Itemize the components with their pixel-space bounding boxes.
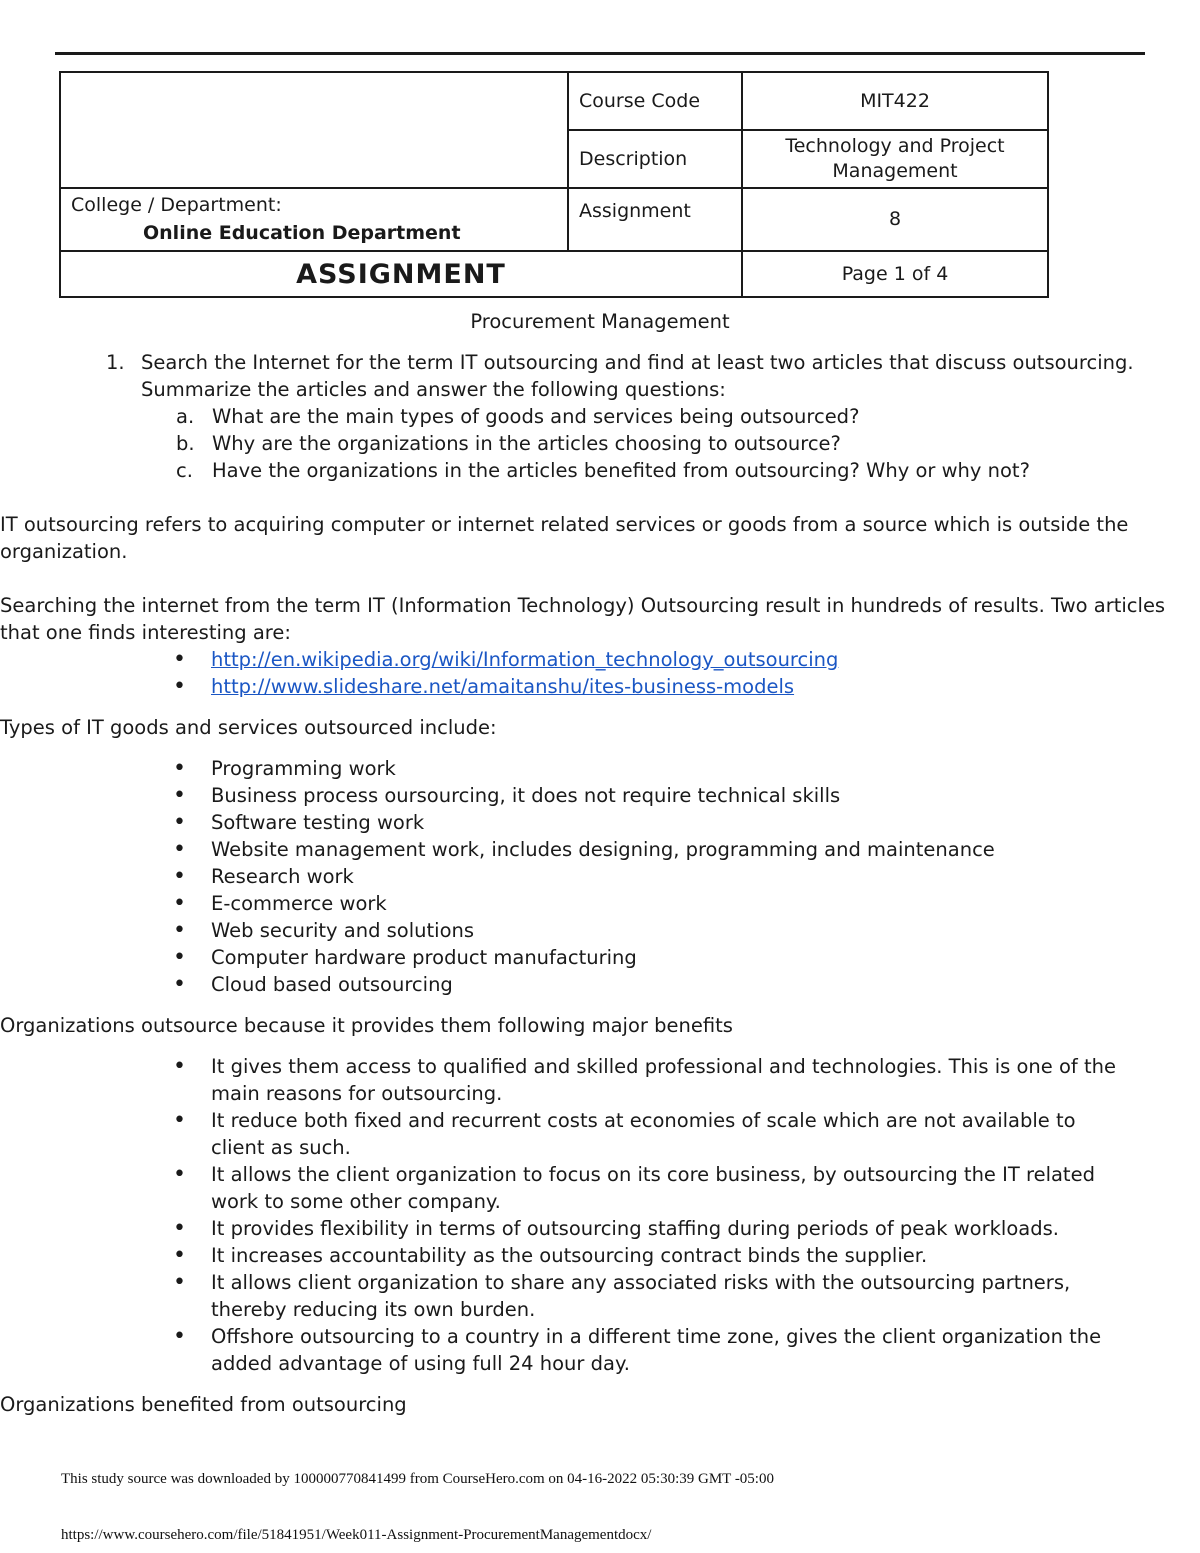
doc-title: Procurement Management: [470, 310, 730, 333]
list-item: • It allows client organization to share any associated risks with the outsourcing partners, thereby reducing its own burden.: [141, 1269, 1120, 1323]
document-body: [0, 308, 1200, 1418]
list-item: • It allows the client organization to focus on its core business, by outsourcing the IT related work to some other company.: [141, 1161, 1120, 1215]
college-cell: [60, 188, 568, 251]
assignment-value: 8: [742, 188, 1048, 251]
top-rule: [55, 52, 1145, 55]
source-note: This study source was downloaded by 100000770841499 from CourseHero.com on 04-16-2022 05:30:39 GMT -05:00: [61, 1471, 774, 1487]
paragraph-definition: IT outsourcing refers to acquiring computer or internet related services or goods from a source which is outside the organization.: [0, 513, 1129, 563]
page-info: Page 1 of 4: [742, 251, 1048, 297]
list-item: • It reduce both fixed and recurrent costs at economies of scale which are not available to client as such.: [141, 1107, 1120, 1161]
list-item: • It gives them access to qualified and skilled professional and technologies. This is one of the main reasons for outsourcing.: [141, 1053, 1120, 1107]
source-url[interactable]: https://www.coursehero.com/file/51841951/Week011-Assignment-ProcurementManagementdocx/: [61, 1527, 652, 1543]
benefits-heading: Organizations outsource because it provides them following major benefits: [0, 1014, 733, 1037]
question-sublist: [141, 403, 1200, 484]
article-link-slideshare[interactable]: http://www.slideshare.net/amaitanshu/ites-business-models: [211, 675, 795, 698]
benefited-heading: Organizations benefited from outsourcing: [0, 1393, 407, 1416]
logo-cell: [60, 72, 568, 188]
sub-question: c. Have the organizations in the articles benefited from outsourcing? Why or why not?: [176, 459, 1030, 482]
list-item: • Computer hardware product manufacturing: [141, 944, 1200, 971]
college-value: Online Education Department: [143, 222, 461, 244]
list-item: [141, 673, 1200, 700]
list-item: • Software testing work: [141, 809, 1200, 836]
question-number: 1.: [106, 351, 125, 374]
list-item: • Offshore outsourcing to a country in a different time zone, gives the client organization the added advantage of using full 24 hour day.: [141, 1323, 1120, 1377]
list-item: • E-commerce work: [141, 890, 1200, 917]
list-item: • Programming work: [141, 755, 1200, 782]
article-link-wikipedia[interactable]: http://en.wikipedia.org/wiki/Information_technology_outsourcing: [211, 648, 839, 671]
types-list: [141, 755, 1200, 998]
sub-question: b. Why are the organizations in the articles choosing to outsource?: [176, 432, 841, 455]
description-label: Description: [568, 130, 742, 188]
paragraph-search: Searching the internet from the term IT (Information Technology) Outsourcing result in hundreds of results. Two articles that one finds interesting are:: [0, 594, 1166, 644]
list-item: • It increases accountability as the outsourcing contract binds the supplier.: [141, 1242, 1120, 1269]
list-item: • Business process oursourcing, it does not require technical skills: [141, 782, 1200, 809]
benefits-list: [141, 1053, 1120, 1377]
article-links: [141, 646, 1200, 700]
list-item: [141, 646, 1200, 673]
question-1: [0, 349, 1200, 484]
description-value: Technology and Project Management: [742, 130, 1048, 188]
question-text: Search the Internet for the term IT outsourcing and find at least two articles that discuss outsourcing. Summarize the articles and answer the following questions:: [141, 351, 1134, 401]
college-label: College / Department:: [71, 194, 282, 216]
list-item: • Web security and solutions: [141, 917, 1200, 944]
list-item: • Website management work, includes designing, programming and maintenance: [141, 836, 1200, 863]
list-item: • Research work: [141, 863, 1200, 890]
course-code-value: MIT422: [742, 72, 1048, 130]
course-code-label: Course Code: [568, 72, 742, 130]
assignment-header-table: [59, 71, 1049, 298]
assignment-banner: ASSIGNMENT: [60, 251, 742, 297]
list-item: • Cloud based outsourcing: [141, 971, 1200, 998]
sub-question: a. What are the main types of goods and services being outsourced?: [176, 405, 860, 428]
types-heading: Types of IT goods and services outsourced include:: [0, 716, 497, 739]
assignment-label: Assignment: [568, 188, 742, 251]
list-item: • It provides flexibility in terms of outsourcing staffing during periods of peak workloads.: [141, 1215, 1120, 1242]
